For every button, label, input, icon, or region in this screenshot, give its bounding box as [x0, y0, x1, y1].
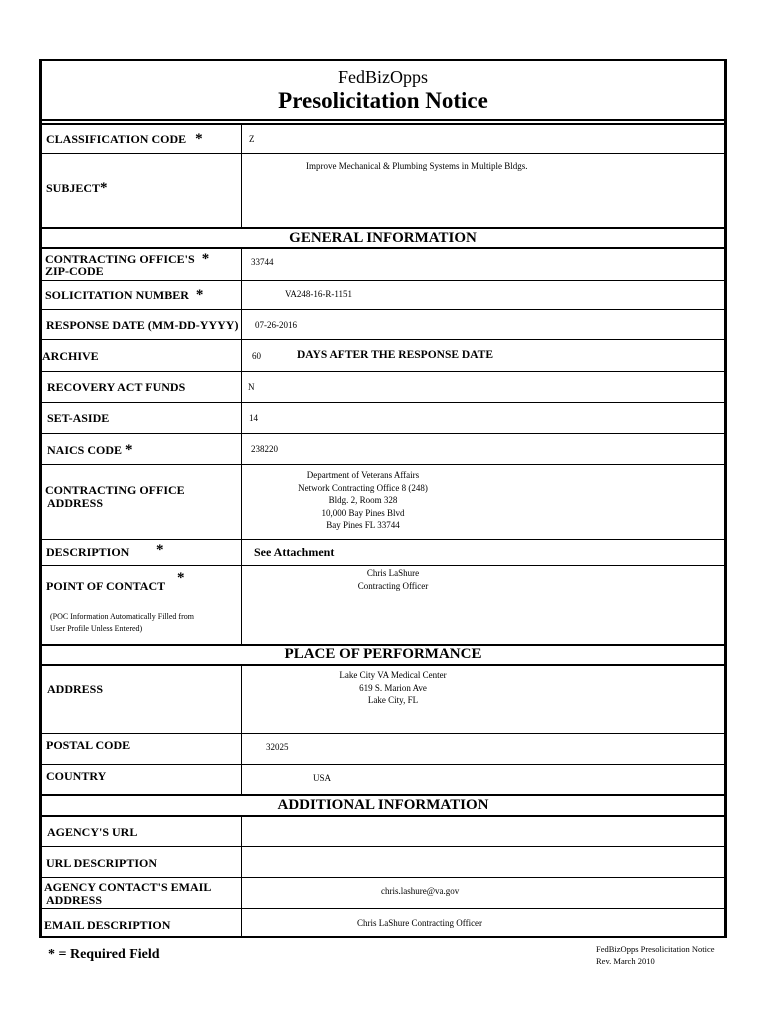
- archive-label: ARCHIVE: [42, 349, 99, 363]
- divider: [39, 280, 727, 281]
- response-date-label: RESPONSE DATE (MM-DD-YYYY): [46, 318, 239, 332]
- url-description-label: URL DESCRIPTION: [46, 856, 158, 870]
- column-divider: [241, 664, 242, 794]
- divider: [39, 815, 727, 817]
- divider: [39, 794, 727, 796]
- office-address-label: CONTRACTING OFFICE ADDRESS: [45, 483, 185, 510]
- required-marker: *: [201, 251, 210, 267]
- archive-days-value[interactable]: 60: [252, 351, 261, 361]
- column-divider: [241, 123, 242, 227]
- divider: [39, 664, 727, 666]
- required-marker: *: [100, 180, 108, 196]
- point-of-contact-label: POINT OF CONTACT: [46, 579, 166, 593]
- solicitation-number-label: SOLICITATION NUMBER *: [45, 287, 204, 303]
- description-value[interactable]: See Attachment: [254, 545, 335, 559]
- divider: [39, 539, 727, 540]
- description-label: DESCRIPTION: [46, 545, 130, 559]
- form-revision: FedBizOpps Presolicitation Notice Rev. March 2010: [596, 944, 715, 966]
- app-name: FedBizOpps: [338, 67, 428, 87]
- divider: [39, 908, 727, 909]
- required-field-legend: * = Required Field: [48, 947, 160, 962]
- divider: [39, 339, 727, 340]
- required-marker: *: [195, 287, 204, 303]
- divider: [39, 464, 727, 465]
- place-address-label: ADDRESS: [47, 682, 104, 696]
- required-marker: *: [195, 131, 203, 147]
- archive-suffix: DAYS AFTER THE RESPONSE DATE: [297, 349, 493, 361]
- contact-email-value[interactable]: chris.lashure@va.gov: [381, 886, 460, 896]
- contact-email-label: AGENCY CONTACT'S EMAIL ADDRESS: [44, 880, 212, 907]
- section-additional-information: ADDITIONAL INFORMATION: [277, 797, 489, 813]
- divider: [39, 877, 727, 878]
- subject-value[interactable]: Improve Mechanical & Plumbing Systems in Multiple Bldgs.: [306, 161, 528, 171]
- country-value[interactable]: USA: [313, 773, 332, 783]
- naics-code-label: NAICS CODE *: [47, 442, 133, 458]
- point-of-contact-value[interactable]: Chris LaShure Contracting Officer: [357, 568, 429, 591]
- naics-code-value[interactable]: 238220: [251, 444, 278, 454]
- email-description-value[interactable]: Chris LaShure Contracting Officer: [357, 918, 483, 928]
- set-aside-value[interactable]: 14: [249, 413, 258, 423]
- required-marker: *: [177, 570, 185, 586]
- divider: [39, 565, 727, 566]
- set-aside-label: SET-ASIDE: [47, 411, 110, 425]
- divider: [39, 402, 727, 403]
- column-divider: [241, 815, 242, 937]
- required-marker: *: [156, 542, 164, 558]
- recovery-act-label: RECOVERY ACT FUNDS: [47, 380, 186, 394]
- poc-note: (POC Information Automatically Filled from User Profile Unless Entered): [50, 612, 194, 633]
- postal-code-label: POSTAL CODE: [46, 738, 131, 752]
- postal-code-value[interactable]: 32025: [266, 742, 289, 752]
- email-description-label: EMAIL DESCRIPTION: [44, 918, 171, 932]
- divider: [39, 227, 727, 229]
- divider: [39, 123, 727, 125]
- agency-url-label: AGENCY'S URL: [47, 825, 138, 839]
- required-marker: *: [125, 442, 133, 458]
- divider: [39, 764, 727, 765]
- divider: [39, 433, 727, 434]
- classification-code-label: CLASSIFICATION CODE *: [46, 131, 203, 147]
- response-date-value[interactable]: 07-26-2016: [255, 320, 297, 330]
- divider: [39, 371, 727, 372]
- divider: [39, 846, 727, 847]
- page-title: Presolicitation Notice: [278, 88, 488, 113]
- section-general-information: GENERAL INFORMATION: [289, 230, 477, 246]
- classification-code-value[interactable]: Z: [249, 134, 255, 144]
- zip-code-value[interactable]: 33744: [251, 257, 274, 267]
- place-address-value[interactable]: Lake City VA Medical Center 619 S. Marion Ave Lake City, FL: [339, 670, 447, 705]
- column-divider: [241, 247, 242, 644]
- zip-code-label: CONTRACTING OFFICE'S * ZIP-CODE: [45, 251, 210, 278]
- divider: [39, 247, 727, 249]
- solicitation-number-value[interactable]: VA248-16-R-1151: [285, 289, 352, 299]
- recovery-act-value[interactable]: N: [248, 382, 255, 392]
- subject-label: SUBJECT*: [46, 180, 108, 196]
- divider: [39, 309, 727, 310]
- divider: [39, 733, 727, 734]
- country-label: COUNTRY: [46, 769, 107, 783]
- divider: [39, 119, 727, 121]
- section-place-of-performance: PLACE OF PERFORMANCE: [284, 646, 482, 662]
- divider: [39, 153, 727, 154]
- office-address-value[interactable]: Department of Veterans Affairs Network Contracting Office 8 (248) Bldg. 2, Room 328 10,000 Bay Pines Blvd Bay Pines FL 33744: [298, 470, 428, 530]
